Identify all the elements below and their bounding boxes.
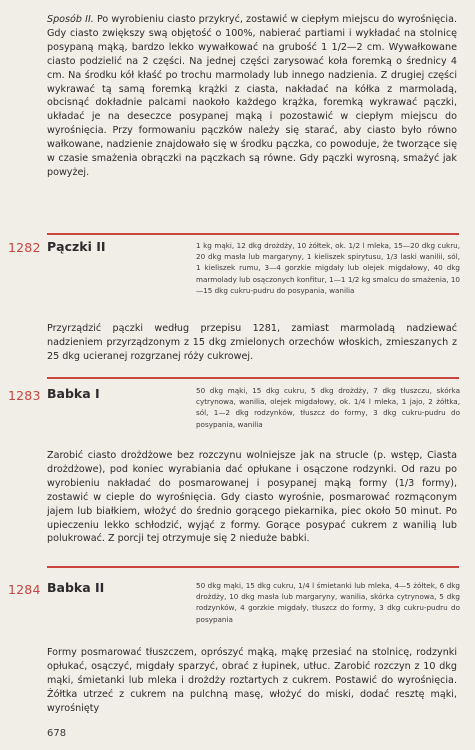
- recipe-1282-rule: [47, 233, 459, 235]
- intro-text: Po wyrobieniu ciasto przykryć, zostawić w ciepłym miejscu do wyrośnięcia. Gdy ciasto zwiększy swą objętość o 100%, nabierać partiami i wykładać na stolnicę posypaną mąką, bardzo lekko wywałkować na grubość 1 1/2—2 cm. Wywałkowane ciasto podzielić na 2 części. Na jednej części zarysować koła foremką o średnicy 4 cm. Na środku kół kłaść po trochu marmolady lub innego nadzienia. Z drugiej części wykrawać tą samą foremką krążki z ciasta, nakładać na kółka z marmoladą, obcisnąć dokładnie palcami naokoło każdego krążka, foremką wykrawać pączki, układać je na deseczce posypanej mąką i pozostawić w ciepłym miejscu do wyrośnięcia. Przy formowaniu pączków należy się starać, aby ciasto było równo wałkowane, nadzienie znajdowało się w środku pączka, co powoduje, że tworzące się w czasie smażenia obrączki na pączkach są równe. Gdy pączki wyrosną, smażyć jak powyżej.: [47, 14, 458, 178]
- intro-paragraph: [47, 13, 457, 180]
- recipe-1283-title: Babka I: [47, 386, 100, 401]
- recipe-1284-rule: [47, 566, 459, 568]
- recipe-1284-number: 1284: [8, 582, 41, 597]
- recipe-1283-ingredients: 50 dkg mąki, 15 dkg cukru, 5 dkg drożdży, 7 dkg tłuszczu, skórka cytrynowa, wanilia, olejek migdałowy, ok. 1/4 l mleka, 1 jajo, 2 żółtka, sól, 1—2 dkg rodzynków, tłuszcz do formy, 3 dkg cukru-pudru do posypania, wanilia: [196, 386, 460, 429]
- recipe-1284-title: Babka II: [47, 580, 105, 595]
- recipe-1284-ingredients: 50 dkg mąki, 15 dkg cukru, 1/4 l śmietanki lub mleka, 4—5 żółtek, 6 dkg drożdży, 10 dkg masła lub margaryny, wanilia, skórka cytrynowa, 5 dkg rodzynków, 4 gorzkie migdały, tłuszcz do formy, 3 dkg cukru-pudru do posypania: [196, 581, 460, 624]
- intro-lead: Sposób II.: [47, 14, 94, 25]
- recipe-1284-method: Formy posmarować tłuszczem, oprószyć mąką, mąkę przesiać na stolnicę, rodzynki opłukać, osączyć, migdały sparzyć, obrać z łupinek, utłuc. Zarobić rozczyn z 10 dkg mąki, śmietanki lub mleka i drożdży roztartych z cukrem. Postawić do wyrośnięcia. Żółtka utrzeć z cukrem na pulchną masę, włożyć do miski, dodać resztę mąki, wyrośnięty: [47, 647, 457, 714]
- recipe-1282-ingredients: 1 kg mąki, 12 dkg drożdży, 10 żółtek, ok. 1/2 l mleka, 15—20 dkg cukru, 20 dkg masła lub margaryny, 1 kieliszek spirytusu, 1/3 laski wanilii, sól, 1 kieliszek rumu, 3—4 gorzkie migdały lub olejek migdałowy, 40 dkg marmolady lub osączonych konfitur, 1—1 1/2 kg smalcu do smażenia, 10—15 dkg cukru-pudru do posypania, wanilia: [196, 241, 460, 295]
- recipe-1282-title: Pączki II: [47, 239, 106, 254]
- recipe-1283-rule: [47, 377, 459, 379]
- page-number: 678: [47, 728, 67, 739]
- recipe-1282-method: Przyrządzić pączki według przepisu 1281, zamiast marmoladą nadziewać nadzieniem przyrządzonym z 15 dkg zmielonych orzechów włoskich, zmieszanych z 25 dkg ucieranej rozgrzanej róży cukrowej.: [47, 323, 457, 362]
- recipe-1282-number: 1282: [8, 240, 41, 255]
- recipe-1283-number: 1283: [8, 388, 41, 403]
- recipe-1283-method: Zarobić ciasto drożdżowe bez rozczynu wolniejsze jak na strucle (p. wstęp, Ciasta drożdżowe), pod koniec wyrabiania dać opłukane i osączone rodzynki. Od razu po wyrobieniu nakładać do posmarowanej i posypanej mąką formy (1/3 formy), zostawić w cieple do wyrośnięcia. Gdy ciasto wyrośnie, posmarować rozmąconym jajem lub białkiem, włożyć do średnio gorącego piekarnika, piec około 50 minut. Po upieczeniu lekko schłodzić, wyjąć z formy. Gorące posypać cukrem z wanilią lub polukrować. Z porcji tej otrzymuje się 2 nieduże babki.: [47, 450, 457, 545]
